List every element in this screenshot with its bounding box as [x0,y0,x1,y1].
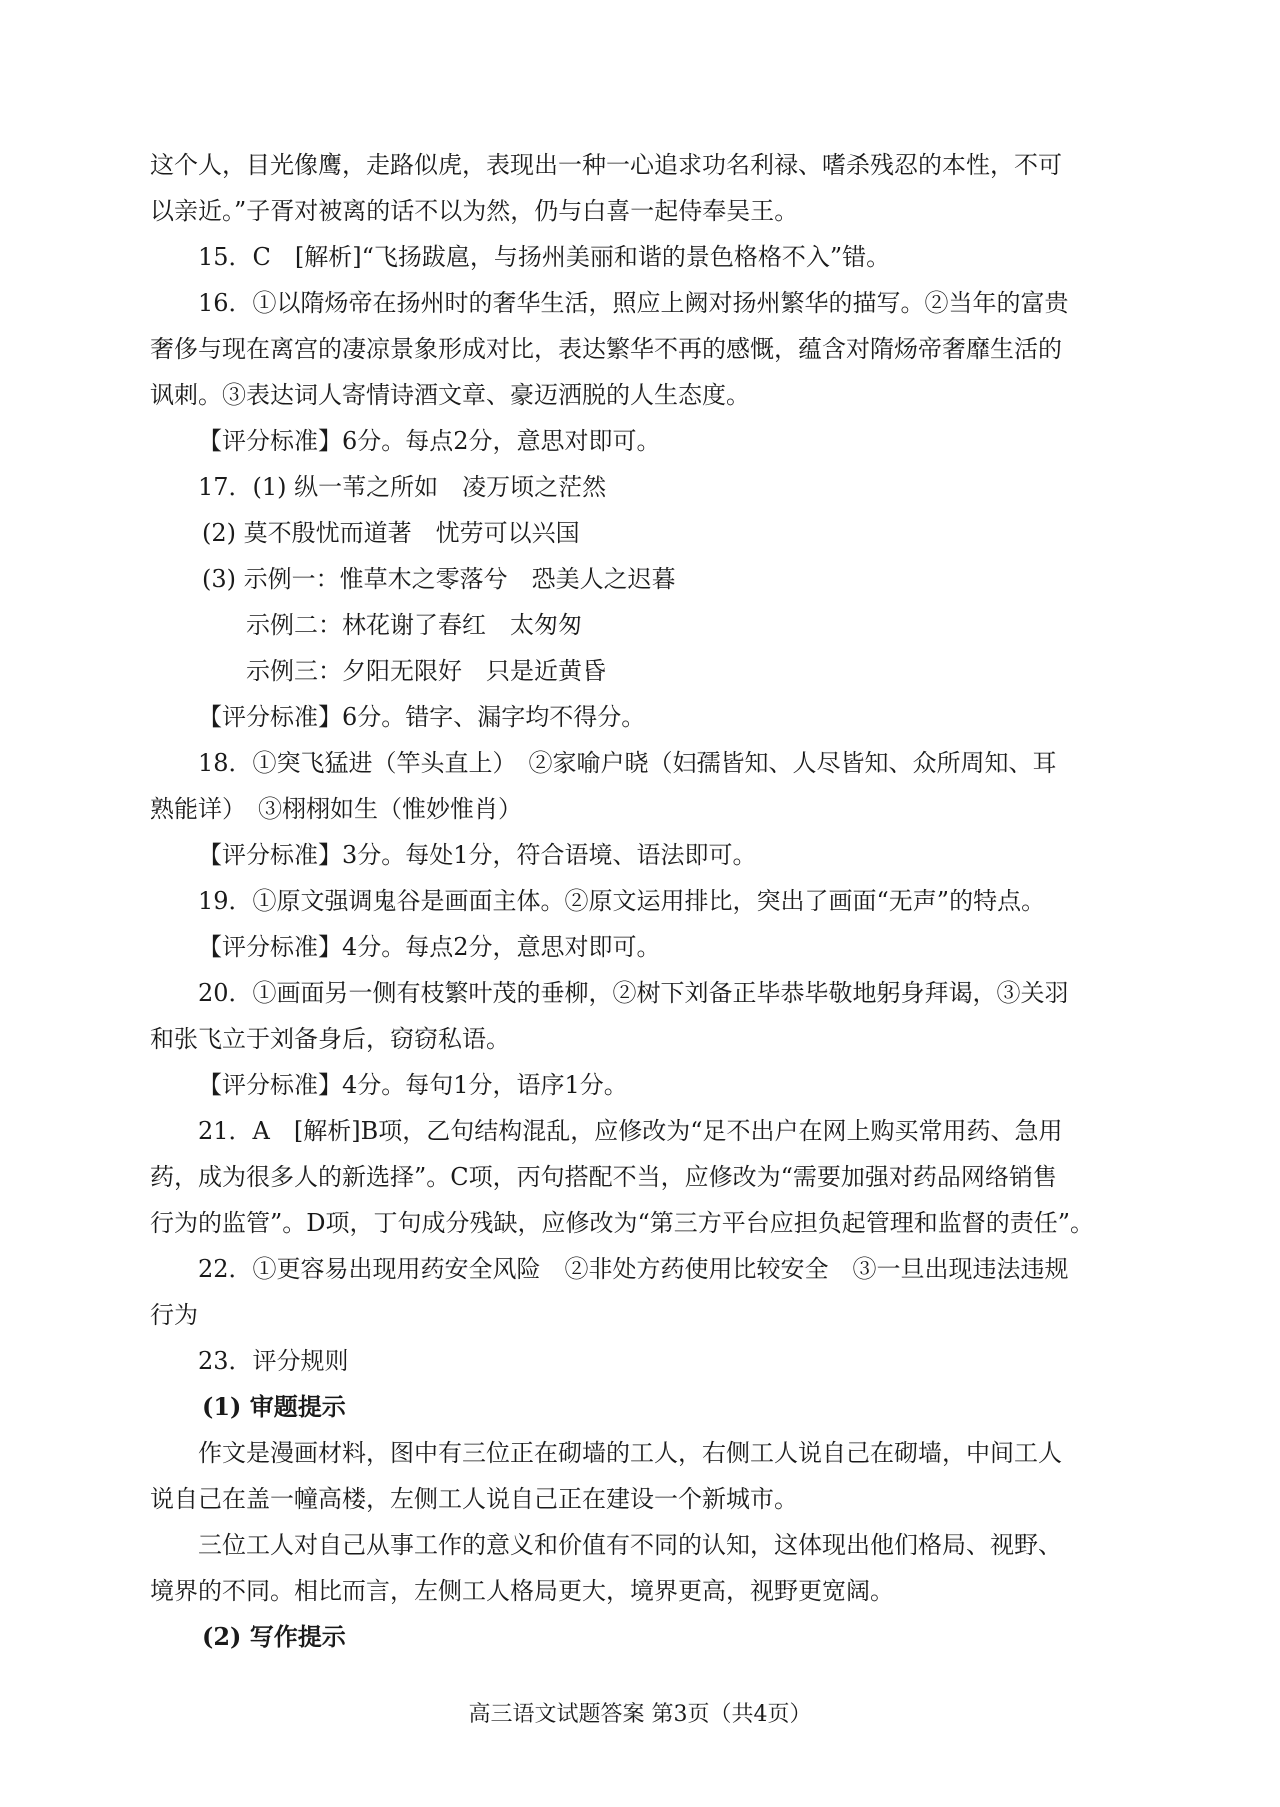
text-line: 熟能详） ③栩栩如生（惟妙惟肖） [150,795,522,823]
text-line: 讽刺。③表达词人寄情诗酒文章、豪迈洒脱的人生态度。 [150,381,750,409]
text-line: 药，成为很多人的新选择”。C项，丙句搭配不当，应修改为“需要加强对药品网络销售 [150,1163,1057,1191]
text-line: 15．C [解析]“飞扬跋扈，与扬州美丽和谐的景色格格不入”错。 [198,243,891,271]
document-body [150,142,1135,1660]
text-line: 示例二：林花谢了春红 太匆匆 [246,611,582,639]
text-line: 【评分标准】6分。每点2分，意思对即可。 [198,427,661,455]
text-line: 20．①画面另一侧有枝繁叶茂的垂柳，②树下刘备正毕恭毕敬地躬身拜谒，③关羽 [198,979,1069,1007]
text-line: 和张飞立于刘备身后，窃窃私语。 [150,1025,510,1053]
text-line: 说自己在盖一幢高楼，左侧工人说自己正在建设一个新城市。 [150,1485,798,1513]
text-line: 以亲近。”子胥对被离的话不以为然，仍与白喜一起侍奉吴王。 [150,197,799,225]
text-line: 18．①突飞猛进（竿头直上） ②家喻户晓（妇孺皆知、人尽皆知、众所周知、耳 [198,749,1057,777]
text-line: 【评分标准】4分。每句1分，语序1分。 [198,1071,628,1099]
text-line: (1) 审题提示 [202,1392,346,1421]
text-line: 三位工人对自己从事工作的意义和价值有不同的认知，这体现出他们格局、视野、 [198,1531,1062,1559]
text-line: 示例三：夕阳无限好 只是近黄昏 [246,657,606,685]
text-line: 【评分标准】4分。每点2分，意思对即可。 [198,933,661,961]
text-line: 16．①以隋炀帝在扬州时的奢华生活，照应上阙对扬州繁华的描写。②当年的富贵 [198,289,1069,317]
text-line: 【评分标准】3分。每处1分，符合语境、语法即可。 [198,841,757,869]
text-line: 17．(1) 纵一苇之所如 凌万顷之茫然 [198,473,607,501]
text-line: 【评分标准】6分。错字、漏字均不得分。 [198,703,646,731]
text-line: 境界的不同。相比而言，左侧工人格局更大，境界更高，视野更宽阔。 [150,1577,894,1605]
text-line: 作文是漫画材料，图中有三位正在砌墙的工人，右侧工人说自己在砌墙，中间工人 [198,1439,1062,1467]
text-line: 21．A [解析]B项，乙句结构混乱，应修改为“足不出户在网上购买常用药、急用 [198,1117,1063,1145]
text-line: 23．评分规则 [198,1347,349,1375]
page-footer: 高三语文试题答案 第3页（共4页） [468,1702,812,1727]
text-line: 这个人，目光像鹰，走路似虎，表现出一种一心追求功名利禄、嗜杀残忍的本性，不可 [150,151,1062,179]
text-line: (3) 示例一：惟草木之零落兮 恐美人之迟暮 [202,565,676,593]
text-line: 22．①更容易出现用药安全风险 ②非处方药使用比较安全 ③一旦出现违法违规 [198,1255,1069,1283]
text-line: 行为的监管”。D项，丁句成分残缺，应修改为“第三方平台应担负起管理和监督的责任”。 [150,1209,1095,1237]
text-line: 行为 [150,1301,198,1329]
text-line: 奢侈与现在离宫的凄凉景象形成对比，表达繁华不再的感慨，蕴含对隋炀帝奢靡生活的 [150,335,1062,363]
text-line: (2) 写作提示 [202,1622,346,1651]
text-line: (2) 莫不殷忧而道著 忧劳可以兴国 [202,519,580,547]
text-line: 19．①原文强调鬼谷是画面主体。②原文运用排比，突出了画面“无声”的特点。 [198,887,1046,915]
